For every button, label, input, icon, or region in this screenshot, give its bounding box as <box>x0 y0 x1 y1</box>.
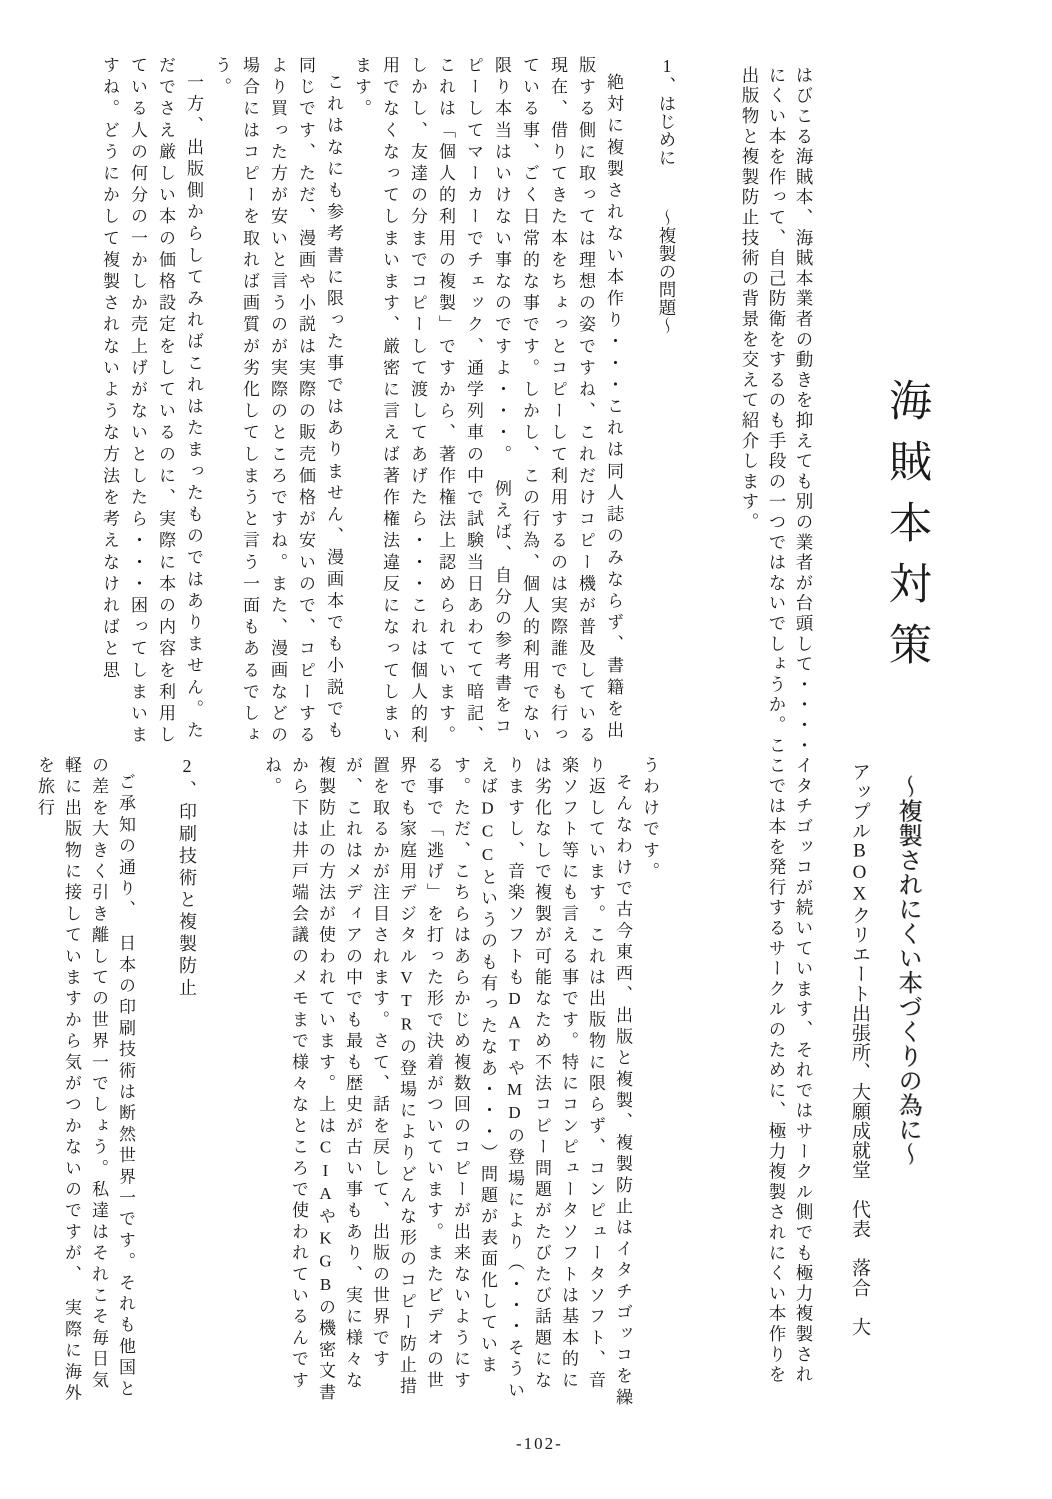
page-number: -102- <box>516 1434 563 1453</box>
paragraph-3: 一方、出版側からしてみればこれはたまったものではありません。ただでさえ厳しい本の価格設定をしているのに、実際に本の内容を利用している人の何分の一かしか売上げがないとしたら・・・困ってしまいますね。どうにかして複製されないような方法を考えなければと思 <box>100 56 203 748</box>
attribution-line: アップルBOXクリエート出張所、大願成就堂 代表 落合 大 <box>849 762 870 1337</box>
page-title: 海賊本対策 <box>883 378 930 683</box>
section-2-heading: 2、印刷技術と複製防止 <box>177 756 197 1000</box>
section-1-heading-note: 〜複製の問題〜 <box>657 208 677 335</box>
page-subtitle: 〜複製されにくい本づくりの為に〜 <box>894 774 920 1166</box>
paragraph-5: ご承知の通り、 日本の印刷技術は断然世界一です。それも他国との差を大きく引き離しての世界一でしょう。私達はそれこそ毎日気軽に出版物に接していますから気がつかないのですが、 実際に海外を旅行 <box>35 756 135 1405</box>
intro-paragraph: はびこる海賊本、海賊本業者の動きを抑えても別の業者が台頭して・・・・イタチゴッコが続いています、それではサークル側でも極力複製されにくい本を作って、自己防衛をするのも手段の一つではないでしょうか。ここでは本を発行するサークルのために、極力複製されにくい本作りを出版物と複製防止技術の背景を交えて紹介します。 <box>740 66 814 1386</box>
paragraph-1: 絶対に複製されない本作り・・・これは同人誌のみならず、書籍を出版する側に取っては理想の姿ですね、これだけコピー機が普及している現在、借りてきた本をちょっとコピーして利用するのは実際誰でも行っている事、ごく日常的な事です。しかし、この行為、個人的利用でない限り本当はいけない事なのですよ・・・。 例えば、自分の参考書をコピーしてマーカーでチェック、通学列車の中で試験当日あわてて暗記、これは「個人的利用の複製」ですから、著作権法上認められています。しかし、友達の分までコピーして渡してあげたら・・・これは個人的利用でなくなってしまいます、厳密に言えば著作権法違反になってしまいます。 <box>352 56 623 748</box>
paragraph-3-continuation: うわけです。 <box>640 756 659 884</box>
section-1 <box>81 56 681 748</box>
paragraph-4: そんなわけで古今東西、出版と複製、複製防止はイタチゴッコを繰り返しています。これは出版物に限らず、コンピュータソフト、音楽ソフト等にも言える事です。特にコンピュータソフトは基本的には劣化なしで複製が可能なため不法コピー問題がたびたび話題になりますし、音楽ソフトもDATやMDの登場により（・・・そういえばDCCというのも有ったなあ・・・）問題が表面化しています。ただ、こちらはあらかじめ複数回のコピーが出来ないようにする事で「逃げ」を打った形で決着がついています。またビデオの世界でも家庭用デジタルVTRの登場によりどんな形のコピー防止措置を取るかが注目されます。さて、話を戻して、出版の世界ですが、これはメディアの中でも最も歴史が古い事もあり、実に様々な複製防止の方法が使われています。上はCIAやKGBの機密文書から下は井戸端会議のメモまで様々なところで使われているんですね。 <box>262 756 632 1409</box>
section-1-continuation-and-section-2 <box>35 756 663 1412</box>
section-1-heading <box>653 56 681 748</box>
paragraph-2: これはなにも参考書に限った事ではありません、漫画本でも小説でも同じです、ただ、漫画や小説は実際の販売価格が安いので、コピーするより買った方が安いと言うのが実際のところですね。また、漫画などの場合にはコピーを取れば画質が劣化してしまうと言う一面もあるでしょう。 <box>212 56 343 748</box>
heading-gap <box>667 167 668 209</box>
section-1-heading-label: 1、はじめに <box>657 56 677 167</box>
